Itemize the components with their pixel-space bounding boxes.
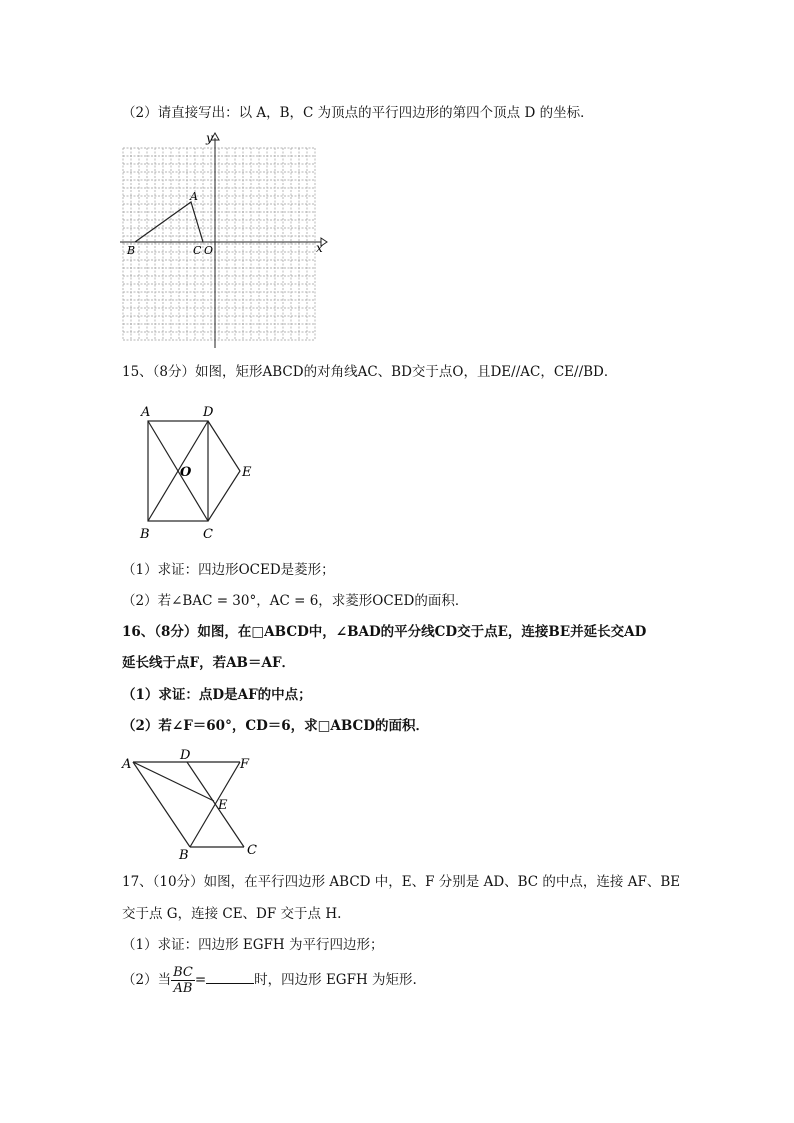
- q17-part1: （1）求证：四边形 EGFH 为平行四边形；: [122, 937, 384, 953]
- pg-label-f: F: [240, 757, 250, 772]
- pg-label-a: A: [122, 757, 132, 772]
- point-label-b: B: [127, 244, 136, 257]
- rect-label-d: D: [203, 405, 214, 420]
- fraction-numerator: BC: [173, 965, 193, 980]
- q15-part2: （2）若∠BAC = 30°，AC = 6，求菱形OCED的面积．: [122, 593, 469, 609]
- rect-label-e: E: [242, 465, 252, 480]
- q17-part2-suffix: 时，四边形 EGFH 为矩形.: [254, 972, 417, 988]
- q14-grid-figure: [118, 130, 328, 350]
- q17-stem-line1: 17、（10分）如图，在平行四边形 ABCD 中，E、F 分别是 AD、BC 的中点，连接 AF、BE: [122, 874, 681, 890]
- y-axis-label: y: [206, 131, 213, 145]
- q15-part1: （1）求证：四边形OCED是菱形；: [122, 562, 335, 578]
- q16-stem-line2: 延长线于点F，若AB＝AF．: [122, 655, 296, 671]
- pg-label-d: D: [180, 748, 191, 763]
- rect-label-b: B: [140, 527, 150, 542]
- answer-blank[interactable]: [206, 969, 254, 984]
- point-label-c: C: [193, 244, 202, 257]
- point-label-a: A: [190, 190, 198, 203]
- pg-label-b: B: [179, 848, 189, 863]
- rect-label-c: C: [203, 527, 213, 542]
- equals-sign: =: [194, 972, 207, 988]
- q16-part2: （2）若∠F＝60°，CD＝6，求□ABCD的面积．: [122, 718, 430, 734]
- q17-part2: [122, 962, 417, 998]
- q15-stem: 15、（8分）如图，矩形ABCD的对角线AC、BD交于点O，且DE//AC，CE//BD．: [122, 364, 618, 380]
- rect-label-o: O: [180, 465, 192, 480]
- pg-label-e: E: [218, 798, 228, 813]
- q17-part2-prefix: （2）当: [122, 972, 172, 988]
- q16-part1: （1）求证：点D是AF的中点；: [122, 687, 312, 703]
- x-axis-label: x: [316, 241, 323, 255]
- pg-label-c: C: [247, 843, 257, 858]
- fraction: [171, 965, 195, 996]
- rect-label-a: A: [141, 405, 151, 420]
- q14-part2-text: （2）请直接写出：以 A，B，C 为顶点的平行四边形的第四个顶点 D 的坐标．: [122, 105, 594, 121]
- fraction-denominator: AB: [173, 981, 193, 996]
- q16-stem-line1: 16、（8分）如图，在□ABCD中，∠BAD的平分线CD交于点E，连接BE并延长交AD: [122, 624, 647, 640]
- q17-stem-line2: 交于点 G，连接 CE、DF 交于点 H.: [122, 906, 342, 922]
- q15-rectangle-figure: [132, 398, 262, 543]
- point-label-o: O: [204, 244, 214, 257]
- q16-parallelogram-figure: [118, 745, 268, 865]
